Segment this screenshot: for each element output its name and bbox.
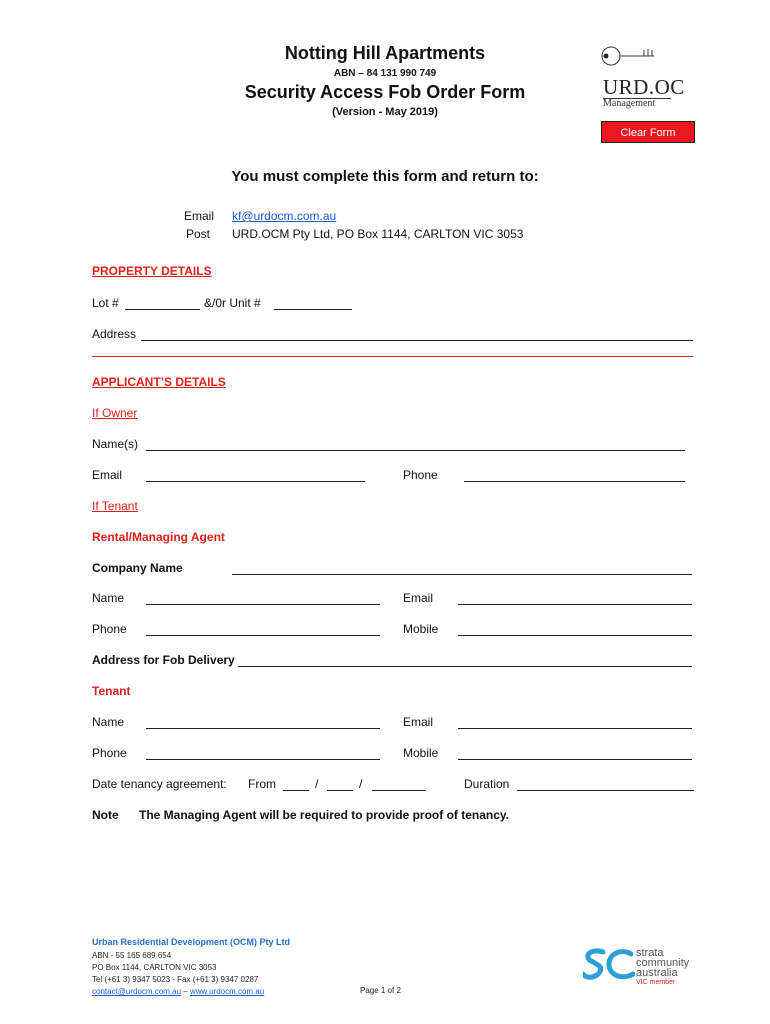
agent-heading: Rental/Managing Agent <box>92 530 225 544</box>
tenant-email-field[interactable] <box>458 728 692 729</box>
duration-field[interactable] <box>517 790 694 791</box>
abn-number: ABN – 84 131 990 749 <box>333 68 437 79</box>
tenant-phone-field[interactable] <box>146 759 380 760</box>
agent-phone-label: Phone <box>92 622 127 636</box>
tenant-heading: Tenant <box>92 684 131 698</box>
owner-email-field[interactable] <box>146 481 365 482</box>
footer-email-link[interactable]: contact@urdocm.com.au <box>92 987 182 996</box>
tenant-name-label: Name <box>92 715 125 729</box>
property-details-heading: PROPERTY DETAILS <box>92 264 212 278</box>
owner-phone-field[interactable] <box>464 481 685 482</box>
logo-sub: Management <box>603 98 671 109</box>
agent-name-field[interactable] <box>146 604 380 605</box>
from-month-field[interactable] <box>327 790 353 791</box>
note-label: Note <box>92 808 119 822</box>
agent-phone-field[interactable] <box>146 635 380 636</box>
return-email-label: Email <box>184 209 215 223</box>
sca-line-3: australia <box>636 967 678 979</box>
from-year-field[interactable] <box>372 790 426 791</box>
tenant-email-label: Email <box>403 715 434 729</box>
lot-label: Lot # <box>92 296 119 310</box>
owner-phone-label: Phone <box>403 468 438 482</box>
address-label: Address <box>92 327 137 341</box>
return-heading: You must complete this form and return to: <box>231 168 539 185</box>
fob-delivery-address-field[interactable] <box>238 666 692 667</box>
tenant-mobile-label: Mobile <box>403 746 439 760</box>
footer-abn: ABN - 55 165 689 654 <box>92 951 172 960</box>
sca-logo <box>583 948 703 990</box>
agent-name-label: Name <box>92 591 125 605</box>
tenancy-date-label: Date tenancy agreement: <box>92 777 227 791</box>
company-name-label: Company Name <box>92 561 183 575</box>
tenant-phone-label: Phone <box>92 746 127 760</box>
owner-names-label: Name(s) <box>92 437 139 451</box>
unit-field[interactable] <box>274 309 352 310</box>
sca-member: VIC member <box>636 979 676 986</box>
date-separator-2: / <box>359 777 363 791</box>
page-number: Page 1 of 2 <box>360 986 401 995</box>
if-tenant-heading: If Tenant <box>92 499 138 513</box>
agent-mobile-label: Mobile <box>403 622 439 636</box>
footer-tel-fax: Tel (+61 3) 9347 5023 - Fax (+61 3) 9347 0287 <box>92 975 259 984</box>
tenant-mobile-field[interactable] <box>458 759 692 760</box>
applicant-details-heading: APPLICANT’S DETAILS <box>92 375 226 389</box>
company-name-field[interactable] <box>232 574 692 575</box>
footer-po-box: PO Box 1144, CARLTON VIC 3053 <box>92 963 217 972</box>
agent-email-label: Email <box>403 591 434 605</box>
owner-names-field[interactable] <box>146 450 685 451</box>
sca-logo-icon <box>583 948 635 982</box>
unit-label: &/0r Unit # <box>204 296 261 310</box>
if-owner-heading: If Owner <box>92 406 138 420</box>
clear-form-button[interactable]: Clear Form <box>601 121 695 143</box>
sca-line-1: strata <box>636 947 664 959</box>
from-day-field[interactable] <box>283 790 309 791</box>
address-field-line-2[interactable] <box>92 356 693 357</box>
agent-email-field[interactable] <box>458 604 692 605</box>
footer-dash: – <box>183 987 188 996</box>
property-title: Notting Hill Apartments <box>284 43 486 63</box>
form-version: (Version - May 2019) <box>332 106 438 118</box>
agent-mobile-field[interactable] <box>458 635 692 636</box>
from-label: From <box>248 777 276 791</box>
footer-company-name: Urban Residential Development (OCM) Pty Ltd <box>92 937 291 947</box>
lot-field[interactable] <box>125 309 200 310</box>
address-field[interactable] <box>141 340 693 341</box>
company-logo <box>603 76 703 109</box>
owner-email-label: Email <box>92 468 123 482</box>
fob-delivery-address-label: Address for Fob Delivery <box>92 653 235 667</box>
footer-contact-line <box>92 986 264 998</box>
note-text: The Managing Agent will be required to provide proof of tenancy. <box>139 808 510 822</box>
date-separator-1: / <box>315 777 319 791</box>
footer-website-link[interactable]: www.urdocm.com.au <box>189 987 265 996</box>
key-logo-icon <box>600 45 660 72</box>
tenant-name-field[interactable] <box>146 728 380 729</box>
logo-name: URD.OC <box>603 75 685 99</box>
return-post-address: URD.OCM Pty Ltd, PO Box 1144, CARLTON VIC 3053 <box>232 227 524 241</box>
duration-label: Duration <box>464 777 510 791</box>
form-title: Security Access Fob Order Form <box>244 82 526 102</box>
return-post-label: Post <box>186 227 211 241</box>
sca-line-2: community <box>636 957 690 969</box>
return-email-link[interactable]: kf@urdocm.com.au <box>232 209 337 223</box>
